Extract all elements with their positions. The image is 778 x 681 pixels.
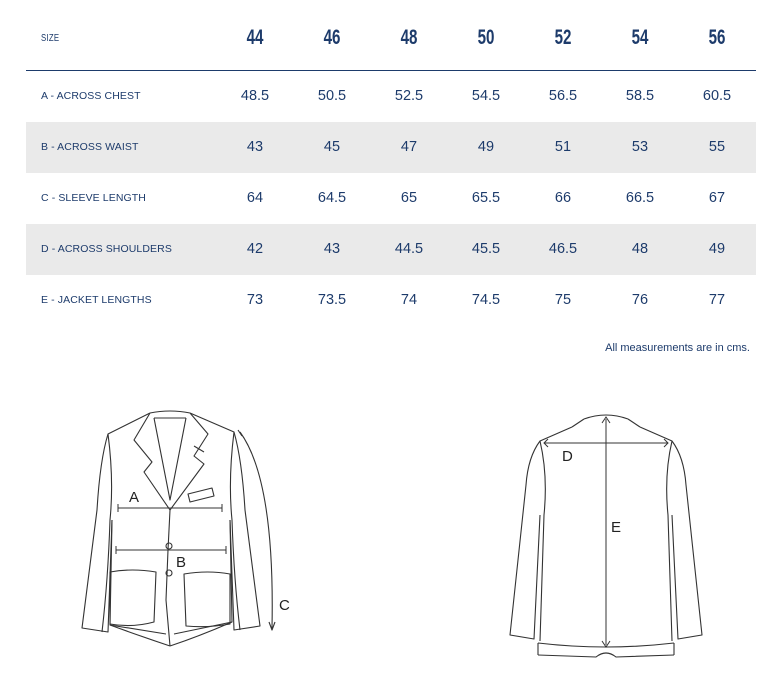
table-cell: 43 bbox=[246, 139, 264, 155]
label-a: A bbox=[129, 489, 140, 506]
size-header-row bbox=[26, 0, 756, 71]
table-cell: 65.5 bbox=[471, 190, 501, 206]
table-cell: 64 bbox=[246, 190, 264, 206]
table-cell: 45.5 bbox=[471, 241, 501, 257]
table-cell: 77 bbox=[708, 292, 726, 308]
table-cell: 75 bbox=[554, 292, 572, 308]
table-cell: 56.5 bbox=[548, 88, 578, 104]
size-44: 44 bbox=[246, 26, 264, 49]
measurement-note: All measurements are in cms. bbox=[605, 342, 750, 354]
table-cell: 74 bbox=[400, 292, 418, 308]
row-label-sleeve: C - SLEEVE LENGTH bbox=[41, 192, 146, 204]
table-cell: 66 bbox=[554, 190, 572, 206]
table-cell: 64.5 bbox=[317, 190, 347, 206]
table-cell: 55 bbox=[708, 139, 726, 155]
jacket-back-diagram bbox=[500, 405, 720, 665]
table-row bbox=[26, 71, 756, 122]
label-c: C bbox=[279, 597, 290, 614]
label-b: B bbox=[176, 554, 187, 571]
size-46: 46 bbox=[323, 26, 341, 49]
table-cell: 65 bbox=[400, 190, 418, 206]
table-cell: 49 bbox=[477, 139, 495, 155]
size-header-label: SIZE bbox=[41, 33, 60, 44]
table-row bbox=[26, 275, 756, 326]
table-row bbox=[26, 224, 756, 275]
row-label-chest: A - ACROSS CHEST bbox=[41, 90, 141, 102]
table-cell: 42 bbox=[246, 241, 264, 257]
table-cell: 48.5 bbox=[240, 88, 270, 104]
table-cell: 52.5 bbox=[394, 88, 424, 104]
table-cell: 51 bbox=[554, 139, 572, 155]
table-cell: 45 bbox=[323, 139, 341, 155]
table-cell: 50.5 bbox=[317, 88, 347, 104]
table-cell: 74.5 bbox=[471, 292, 501, 308]
table-cell: 48 bbox=[631, 241, 649, 257]
size-54: 54 bbox=[631, 26, 649, 49]
table-cell: 47 bbox=[400, 139, 418, 155]
table-cell: 43 bbox=[323, 241, 341, 257]
label-d: D bbox=[562, 448, 573, 465]
table-cell: 53 bbox=[631, 139, 649, 155]
table-cell: 73.5 bbox=[317, 292, 347, 308]
table-cell: 58.5 bbox=[625, 88, 655, 104]
table-cell: 67 bbox=[708, 190, 726, 206]
table-row bbox=[26, 173, 756, 224]
table-cell: 46.5 bbox=[548, 241, 578, 257]
row-label-shoulders: D - ACROSS SHOULDERS bbox=[41, 243, 172, 255]
table-cell: 76 bbox=[631, 292, 649, 308]
jacket-front-diagram bbox=[70, 400, 300, 660]
table-row bbox=[26, 122, 756, 173]
table-cell: 66.5 bbox=[625, 190, 655, 206]
table-cell: 44.5 bbox=[394, 241, 424, 257]
table-cell: 73 bbox=[246, 292, 264, 308]
size-48: 48 bbox=[400, 26, 418, 49]
label-e: E bbox=[611, 519, 622, 536]
size-50: 50 bbox=[477, 26, 495, 49]
table-cell: 49 bbox=[708, 241, 726, 257]
size-52: 52 bbox=[554, 26, 572, 49]
table-cell: 60.5 bbox=[702, 88, 732, 104]
table-cell: 54.5 bbox=[471, 88, 501, 104]
row-label-length: E - JACKET LENGTHS bbox=[41, 294, 152, 306]
size-chart-table bbox=[26, 0, 756, 326]
size-56: 56 bbox=[708, 26, 726, 49]
row-label-waist: B - ACROSS WAIST bbox=[41, 141, 139, 153]
